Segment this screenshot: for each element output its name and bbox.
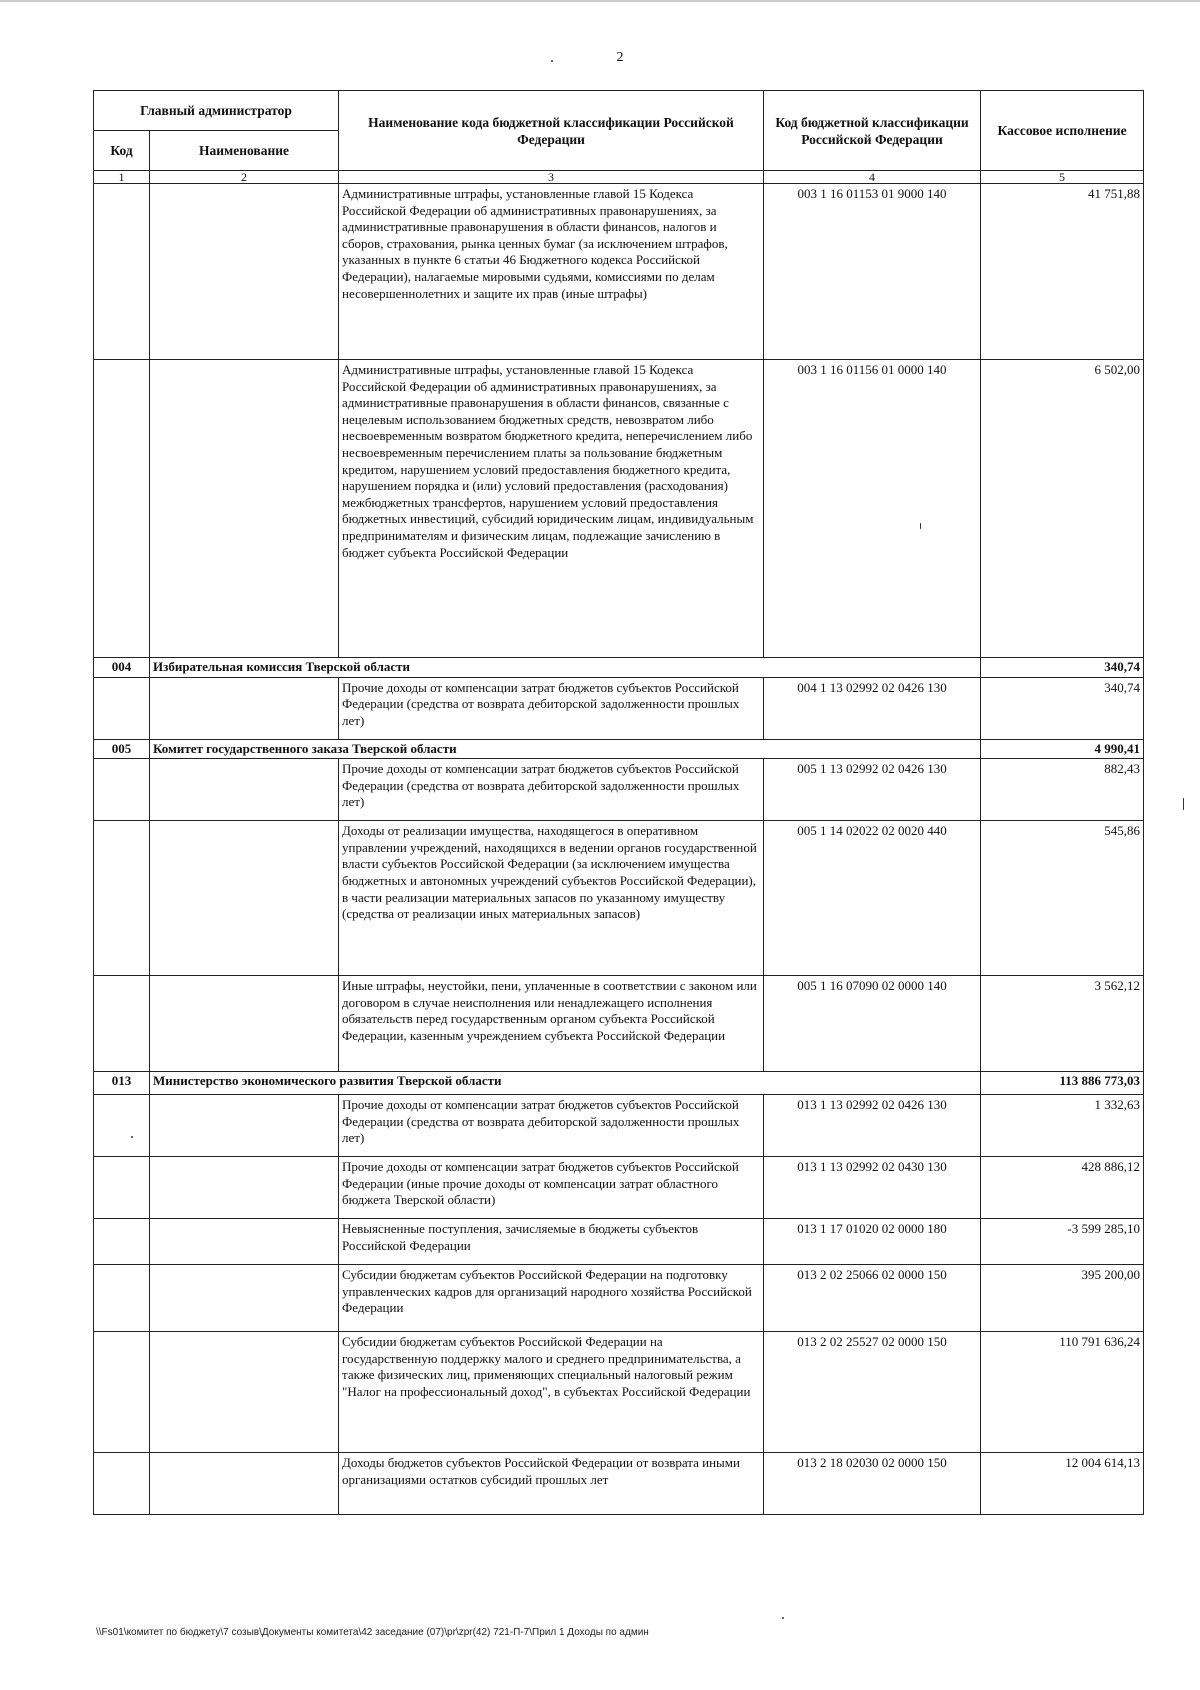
row-admin-code-empty — [94, 821, 150, 976]
kbk-code: 013 1 13 02992 02 0426 130 — [764, 1095, 981, 1157]
kbk-code: 013 1 13 02992 02 0430 130 — [764, 1157, 981, 1219]
row-admin-code-empty — [94, 677, 150, 739]
row-admin-name-empty — [150, 360, 339, 658]
col-number: 2 — [150, 171, 339, 184]
execution-amount: 12 004 614,13 — [981, 1453, 1144, 1515]
header-execution: Кассовое исполнение — [981, 91, 1144, 171]
admin-code: 004 — [94, 658, 150, 678]
row-admin-code-empty — [94, 184, 150, 360]
table-row — [94, 360, 1144, 658]
kbk-description: Иные штрафы, неустойки, пени, уплаченные в соответствии с законом или договором в случае неисполнения или ненадлежащего исполнения обязательств перед государственным органом субъекта Российской Федерации, казенным учреждением субъекта Российской Федерации — [339, 976, 764, 1072]
row-admin-name-empty — [150, 976, 339, 1072]
page-number: 2 — [616, 50, 624, 65]
admin-row — [94, 658, 1144, 678]
admin-code: 013 — [94, 1072, 150, 1095]
admin-gap — [764, 658, 981, 678]
row-admin-code-empty — [94, 976, 150, 1072]
admin-total: 4 990,41 — [981, 739, 1144, 759]
col-number: 4 — [764, 171, 981, 184]
admin-row — [94, 1072, 1144, 1095]
kbk-description: Субсидии бюджетам субъектов Российской Федерации на государственную поддержку малого и среднего предпринимательства, а также физических лиц, применяющих специальный налоговый режим "Налог на профессиональный доход", в субъектах Российской Федерации — [339, 1332, 764, 1453]
row-admin-code-empty — [94, 1453, 150, 1515]
table-row — [94, 1453, 1144, 1515]
kbk-description: Административные штрафы, установленные главой 15 Кодекса Российской Федерации об административных правонарушениях, за административные правонарушения в области финансов, налогов и сборов, страхования, рынка ценных бумаг (за исключением штрафов, указанных в пункте 6 статьи 46 Бюджетного кодекса Российской Федерации), налагаемые мировыми судьями, комиссиями по делам несовершеннолетних и защите их прав (иные штрафы) — [339, 184, 764, 360]
row-admin-code-empty — [94, 1332, 150, 1453]
execution-amount: 1 332,63 — [981, 1095, 1144, 1157]
kbk-code: 003 1 16 01153 01 9000 140 — [764, 184, 981, 360]
row-admin-name-empty — [150, 1157, 339, 1219]
scan-border-line — [0, 0, 1200, 2]
kbk-code: 005 1 14 02022 02 0020 440 — [764, 821, 981, 976]
table-row — [94, 1095, 1144, 1157]
table-row — [94, 184, 1144, 360]
kbk-code: 004 1 13 02992 02 0426 130 — [764, 677, 981, 739]
admin-code: 005 — [94, 739, 150, 759]
admin-name: Министерство экономического развития Тверской области — [150, 1072, 764, 1095]
row-admin-name-empty — [150, 1332, 339, 1453]
kbk-code: 005 1 13 02992 02 0426 130 — [764, 759, 981, 821]
admin-total: 113 886 773,03 — [981, 1072, 1144, 1095]
table-row — [94, 677, 1144, 739]
header-kbk-code: Код бюджетной классификации Российской Федерации — [764, 91, 981, 171]
row-admin-name-empty — [150, 1095, 339, 1157]
admin-name: Комитет государственного заказа Тверской области — [150, 739, 764, 759]
scan-speck — [782, 1617, 784, 1619]
row-admin-code-empty — [94, 1095, 150, 1157]
kbk-code: 013 2 18 02030 02 0000 150 — [764, 1453, 981, 1515]
kbk-description: Прочие доходы от компенсации затрат бюджетов субъектов Российской Федерации (средства от возврата дебиторской задолженности прошлых лет) — [339, 759, 764, 821]
execution-amount: 428 886,12 — [981, 1157, 1144, 1219]
table-row — [94, 1332, 1144, 1453]
row-admin-code-empty — [94, 759, 150, 821]
kbk-description: Прочие доходы от компенсации затрат бюджетов субъектов Российской Федерации (средства от возврата дебиторской задолженности прошлых лет) — [339, 677, 764, 739]
row-admin-code-empty — [94, 1219, 150, 1265]
table-row — [94, 821, 1144, 976]
kbk-code: 013 2 02 25527 02 0000 150 — [764, 1332, 981, 1453]
row-admin-name-empty — [150, 1219, 339, 1265]
admin-gap — [764, 1072, 981, 1095]
execution-amount: -3 599 285,10 — [981, 1219, 1144, 1265]
admin-total: 340,74 — [981, 658, 1144, 678]
row-admin-name-empty — [150, 1453, 339, 1515]
file-path-footer: \\Fs01\комитет по бюджету\7 созыв\Документы комитета\42 заседание (07)\pr\zpr(42) 721-П-7\Прил 1 Доходы по админ — [96, 1627, 649, 1638]
row-admin-name-empty — [150, 677, 339, 739]
scan-speck — [920, 523, 921, 529]
table-row — [94, 759, 1144, 821]
table-row — [94, 976, 1144, 1072]
kbk-description: Субсидии бюджетам субъектов Российской Федерации на подготовку управленческих кадров для организаций народного хозяйства Российской Федерации — [339, 1265, 764, 1332]
kbk-description: Прочие доходы от компенсации затрат бюджетов субъектов Российской Федерации (средства от возврата дебиторской задолженности прошлых лет) — [339, 1095, 764, 1157]
revenue-table — [93, 90, 1144, 1515]
execution-amount: 3 562,12 — [981, 976, 1144, 1072]
row-admin-name-empty — [150, 759, 339, 821]
kbk-description: Доходы бюджетов субъектов Российской Федерации от возврата иными организациями остатков субсидий прошлых лет — [339, 1453, 764, 1515]
table-row — [94, 1219, 1144, 1265]
table-row — [94, 1265, 1144, 1332]
header-chief-admin: Главный администратор — [94, 91, 339, 131]
row-admin-name-empty — [150, 821, 339, 976]
kbk-description: Административные штрафы, установленные главой 15 Кодекса Российской Федерации об административных правонарушениях, за административные правонарушения в области финансов, связанные с нецелевым использованием бюджетных средств, невозвратом либо несвоевременным возвратом бюджетного кредита, неперечислением либо несвоевременным перечислением платы за пользование бюджетным кредитом, нарушением условий предоставления бюджетного кредита, нарушением порядка и (или) условий предоставления (расходования) межбюджетных трансфертов, нарушением условий предоставления бюджетных инвестиций, субсидий юридическим лицам, индивидуальным предпринимателям и физическим лицам, подлежащие зачислению в бюджет субъекта Российской Федерации — [339, 360, 764, 658]
execution-amount: 395 200,00 — [981, 1265, 1144, 1332]
execution-amount: 882,43 — [981, 759, 1144, 821]
execution-amount: 41 751,88 — [981, 184, 1144, 360]
col-number: 3 — [339, 171, 764, 184]
header-kbk-name: Наименование кода бюджетной классификации Российской Федерации — [339, 91, 764, 171]
kbk-description: Доходы от реализации имущества, находящегося в оперативном управлении учреждений, находящихся в ведении органов государственной власти субъектов Российской Федерации (за исключением имущества бюджетных и автономных учреждений субъектов Российской Федерации), в части реализации материальных запасов по указанному имуществу (средства от реализации иных материальных запасов) — [339, 821, 764, 976]
execution-amount: 6 502,00 — [981, 360, 1144, 658]
kbk-code: 013 2 02 25066 02 0000 150 — [764, 1265, 981, 1332]
row-admin-code-empty — [94, 360, 150, 658]
kbk-code: 013 1 17 01020 02 0000 180 — [764, 1219, 981, 1265]
kbk-code: 005 1 16 07090 02 0000 140 — [764, 976, 981, 1072]
col-number: 5 — [981, 171, 1144, 184]
scan-speck — [551, 60, 553, 62]
kbk-description: Прочие доходы от компенсации затрат бюджетов субъектов Российской Федерации (иные прочие доходы от компенсации затрат областного бюджета Тверской области) — [339, 1157, 764, 1219]
admin-name: Избирательная комиссия Тверской области — [150, 658, 764, 678]
row-admin-name-empty — [150, 184, 339, 360]
scan-speck — [1183, 798, 1184, 810]
execution-amount: 545,86 — [981, 821, 1144, 976]
col-number: 1 — [94, 171, 150, 184]
table-row — [94, 1157, 1144, 1219]
row-admin-code-empty — [94, 1265, 150, 1332]
execution-amount: 110 791 636,24 — [981, 1332, 1144, 1453]
kbk-description: Невыясненные поступления, зачисляемые в бюджеты субъектов Российской Федерации — [339, 1219, 764, 1265]
row-admin-name-empty — [150, 1265, 339, 1332]
admin-row — [94, 739, 1144, 759]
admin-gap — [764, 739, 981, 759]
execution-amount: 340,74 — [981, 677, 1144, 739]
kbk-code: 003 1 16 01156 01 0000 140 — [764, 360, 981, 658]
header-name: Наименование — [150, 131, 339, 171]
scan-speck — [131, 1136, 133, 1138]
row-admin-code-empty — [94, 1157, 150, 1219]
header-code: Код — [94, 131, 150, 171]
